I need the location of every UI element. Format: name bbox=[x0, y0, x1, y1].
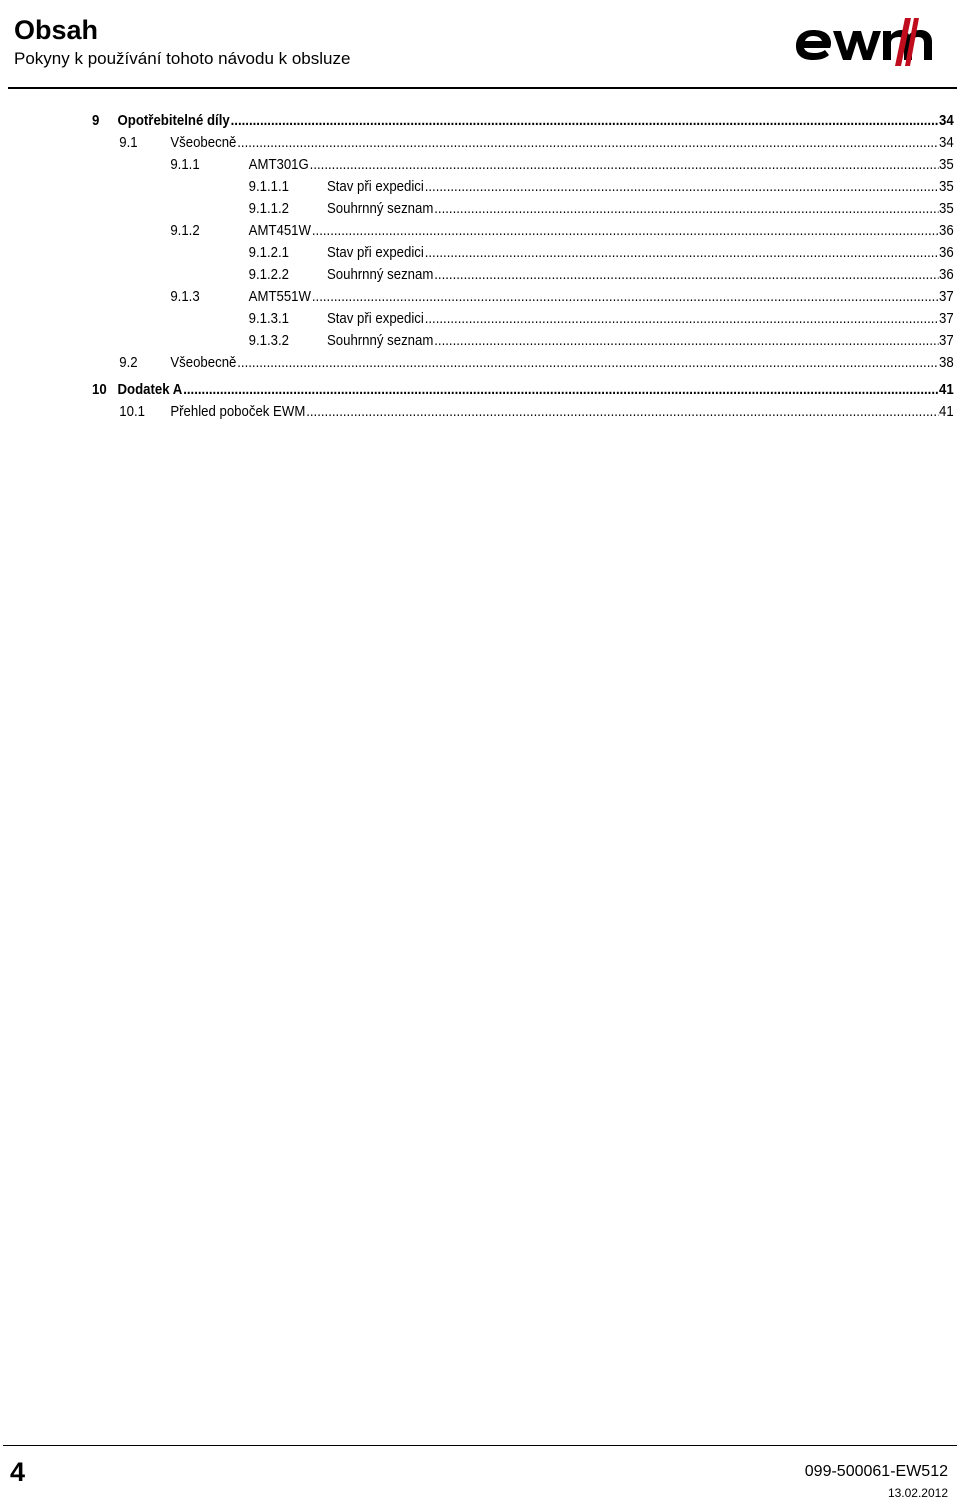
toc-entry-title: Stav při expedici bbox=[326, 178, 424, 195]
toc-entry-page: 41 bbox=[939, 381, 954, 398]
toc-entry-title: Všeobecně bbox=[170, 354, 237, 371]
toc-entry-body bbox=[327, 242, 954, 264]
toc-dot-leader bbox=[425, 242, 938, 264]
toc-entry-page: 34 bbox=[939, 112, 954, 129]
toc-entry-body bbox=[170, 401, 953, 423]
toc-entry-title: Souhrnný seznam bbox=[326, 200, 434, 217]
toc-entry-page: 34 bbox=[939, 134, 954, 151]
ewm-logo bbox=[793, 16, 938, 68]
toc-entry[interactable] bbox=[92, 308, 954, 330]
toc-entry-body bbox=[327, 176, 954, 198]
document-date: 13.02.2012 bbox=[887, 1486, 948, 1500]
toc-entry-body bbox=[170, 132, 953, 154]
toc-entry-body bbox=[118, 379, 954, 401]
toc-entry-page: 35 bbox=[939, 156, 954, 173]
toc-entry-title: AMT301G bbox=[248, 156, 309, 173]
toc-entry-number: 9.1.3 bbox=[170, 288, 200, 305]
toc-entry-title: Stav při expedici bbox=[326, 310, 424, 327]
toc-dot-leader bbox=[237, 132, 938, 154]
toc-entry-number: 9.1.2 bbox=[170, 222, 200, 239]
toc-dot-leader bbox=[310, 154, 938, 176]
toc-entry-page: 35 bbox=[939, 200, 954, 217]
toc-entry-number: 9.2 bbox=[119, 354, 138, 371]
document-id: 099-500061-EW512 bbox=[804, 1463, 948, 1480]
toc-entry-body bbox=[327, 264, 954, 286]
toc-entry[interactable] bbox=[92, 401, 954, 423]
table-of-contents bbox=[92, 110, 954, 423]
toc-entry-body bbox=[327, 330, 954, 352]
toc-entry-number: 9 bbox=[92, 112, 100, 129]
toc-entry[interactable] bbox=[92, 132, 954, 154]
toc-dot-leader bbox=[231, 110, 939, 132]
toc-entry-page: 37 bbox=[939, 288, 954, 305]
toc-entry[interactable] bbox=[92, 379, 954, 401]
toc-entry-title: Dodatek A bbox=[117, 381, 183, 398]
toc-dot-leader bbox=[425, 308, 938, 330]
toc-entry-page: 37 bbox=[939, 332, 954, 349]
toc-entry-title: AMT551W bbox=[248, 288, 311, 305]
toc-dot-leader bbox=[237, 352, 938, 374]
header-divider bbox=[8, 87, 957, 89]
toc-entry-number: 9.1.3.1 bbox=[248, 310, 290, 327]
toc-dot-leader bbox=[183, 379, 938, 401]
toc-dot-leader bbox=[434, 264, 938, 286]
toc-entry[interactable] bbox=[92, 154, 954, 176]
toc-dot-leader bbox=[425, 176, 938, 198]
toc-entry-page: 36 bbox=[939, 222, 954, 239]
toc-entry-number: 9.1.1.2 bbox=[248, 200, 290, 217]
toc-entry[interactable] bbox=[92, 352, 954, 374]
toc-entry-page: 35 bbox=[939, 178, 954, 195]
toc-entry[interactable] bbox=[92, 176, 954, 198]
toc-entry[interactable] bbox=[92, 198, 954, 220]
page-number: 4 bbox=[10, 1457, 26, 1487]
footer-divider bbox=[3, 1445, 957, 1446]
toc-dot-leader bbox=[434, 198, 938, 220]
page-subtitle: Pokyny k používání tohoto návodu k obsluze bbox=[14, 49, 351, 68]
toc-entry-number: 9.1.3.2 bbox=[248, 332, 290, 349]
toc-entry-number: 9.1.1.1 bbox=[248, 178, 290, 195]
toc-entry-page: 37 bbox=[939, 310, 954, 327]
toc-entry-page: 41 bbox=[939, 403, 954, 420]
toc-entry-body bbox=[249, 154, 954, 176]
logo-letter-e bbox=[796, 30, 831, 60]
toc-entry[interactable] bbox=[92, 330, 954, 352]
toc-entry-title: Všeobecně bbox=[170, 134, 237, 151]
page-header bbox=[0, 0, 960, 90]
toc-entry-title: Stav při expedici bbox=[326, 244, 424, 261]
toc-entry-title: Souhrnný seznam bbox=[326, 332, 434, 349]
toc-dot-leader bbox=[306, 401, 938, 423]
toc-entry-title: Souhrnný seznam bbox=[326, 266, 434, 283]
toc-entry-body bbox=[118, 110, 954, 132]
toc-entry-body bbox=[249, 220, 954, 242]
toc-entry[interactable] bbox=[92, 286, 954, 308]
toc-entry[interactable] bbox=[92, 264, 954, 286]
toc-entry[interactable] bbox=[92, 220, 954, 242]
toc-dot-leader bbox=[312, 220, 938, 242]
toc-entry-number: 9.1.2.1 bbox=[248, 244, 290, 261]
toc-entry[interactable] bbox=[92, 110, 954, 132]
toc-entry-body bbox=[327, 198, 954, 220]
toc-entry-title: Přehled poboček EWM bbox=[170, 403, 306, 420]
toc-entry-title: Opotřebitelné díly bbox=[117, 112, 230, 129]
toc-entry-number: 10.1 bbox=[119, 403, 145, 420]
toc-entry-page: 38 bbox=[939, 354, 954, 371]
toc-entry-number: 10 bbox=[92, 381, 107, 398]
toc-dot-leader bbox=[312, 286, 938, 308]
toc-entry-body bbox=[249, 286, 954, 308]
toc-entry-number: 9.1.1 bbox=[170, 156, 200, 173]
toc-entry-body bbox=[170, 352, 953, 374]
toc-entry-title: AMT451W bbox=[248, 222, 311, 239]
toc-entry-page: 36 bbox=[939, 244, 954, 261]
toc-dot-leader bbox=[434, 330, 938, 352]
page-title: Obsah bbox=[14, 15, 99, 45]
toc-entry[interactable] bbox=[92, 242, 954, 264]
toc-entry-body bbox=[327, 308, 954, 330]
toc-entry-number: 9.1 bbox=[119, 134, 138, 151]
toc-entry-number: 9.1.2.2 bbox=[248, 266, 290, 283]
toc-entry-page: 36 bbox=[939, 266, 954, 283]
logo-letter-w bbox=[833, 31, 881, 60]
